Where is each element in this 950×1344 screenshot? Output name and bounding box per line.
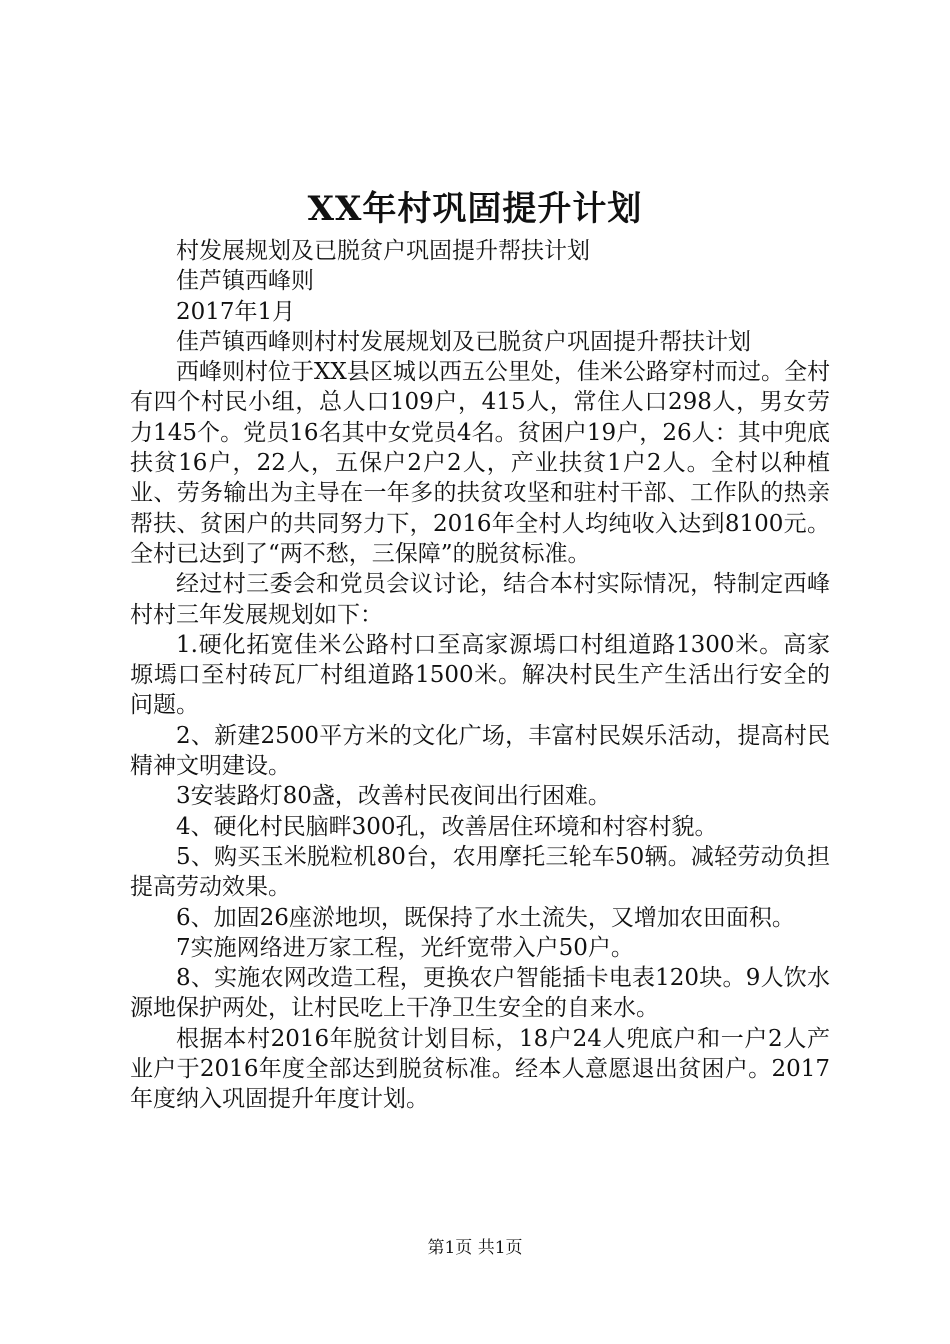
paragraph-item-1: 1.硬化拓宽佳米公路村口至高家源墕口村组道路1300米。高家塬墕口至村砖瓦厂村组道路1500米。解决村民生产生活出行安全的问题。 [130,631,830,719]
paragraph-conclusion: 根据本村2016年脱贫计划目标，18户24人兜底户和一户2人产业户于2016年度全部达到脱贫标准。经本人意愿退出贫困户。2017年度纳入巩固提升年度计划。 [130,1025,830,1113]
paragraph-village-overview: 西峰则村位于XX县区城以西五公里处，佳米公路穿村而过。全村有四个村民小组，总人口109户，415人，常住人口298人，男女劳力145个。党员16名其中女党员4名。贫困户19户，26人：其中兜底扶贫16户，22人，五保户2户2人，产业扶贫1户2人。全村以种植业、劳务输出为主导在一年多的扶贫攻坚和驻村干部、工作队的热亲帮扶、贫困户的共同努力下，2016年全村人均纯收入达到8100元。全村已达到了“两不愁，三保障”的脱贫标准。 [130,359,830,567]
paragraph-item-7: 7实施网络进万家工程，光纤宽带入户50户。 [176,934,634,961]
paragraph-town: 佳芦镇西峰则 [176,268,314,295]
paragraph-heading: 佳芦镇西峰则村村发展规划及已脱贫户巩固提升帮扶计划 [176,328,751,355]
document-title: XX年村巩固提升计划 [307,189,643,229]
paragraph-plan-intro: 经过村三委会和党员会议讨论，结合本村实际情况，特制定西峰村村三年发展规划如下： [130,571,830,628]
paragraph-item-3: 3安装路灯80盏，改善村民夜间出行困难。 [176,783,611,810]
paragraph-item-2: 2、新建2500平方米的文化广场，丰富村民娱乐活动，提高村民精神文明建设。 [130,722,830,780]
paragraph-item-8: 8、实施农网改造工程，更换农户智能插卡电表120块。9人饮水源地保护两处，让村民吃上干净卫生安全的自来水。 [130,965,830,1022]
paragraph-item-4: 4、硬化村民脑畔300孔，改善居住环境和村容村貌。 [176,813,718,840]
document-body [130,236,830,1115]
paragraph-item-6: 6、加固26座淤地坝，既保持了水土流失，又增加农田面积。 [176,904,795,931]
page-footer: 第1页 共1页 [427,1238,523,1258]
paragraph-date: 2017年1月 [176,298,296,325]
paragraph-item-5: 5、购买玉米脱粒机80台，农用摩托三轮车50辆。减轻劳动负担提高劳动效果。 [130,843,830,901]
paragraph-subtitle: 村发展规划及已脱贫户巩固提升帮扶计划 [176,238,590,264]
